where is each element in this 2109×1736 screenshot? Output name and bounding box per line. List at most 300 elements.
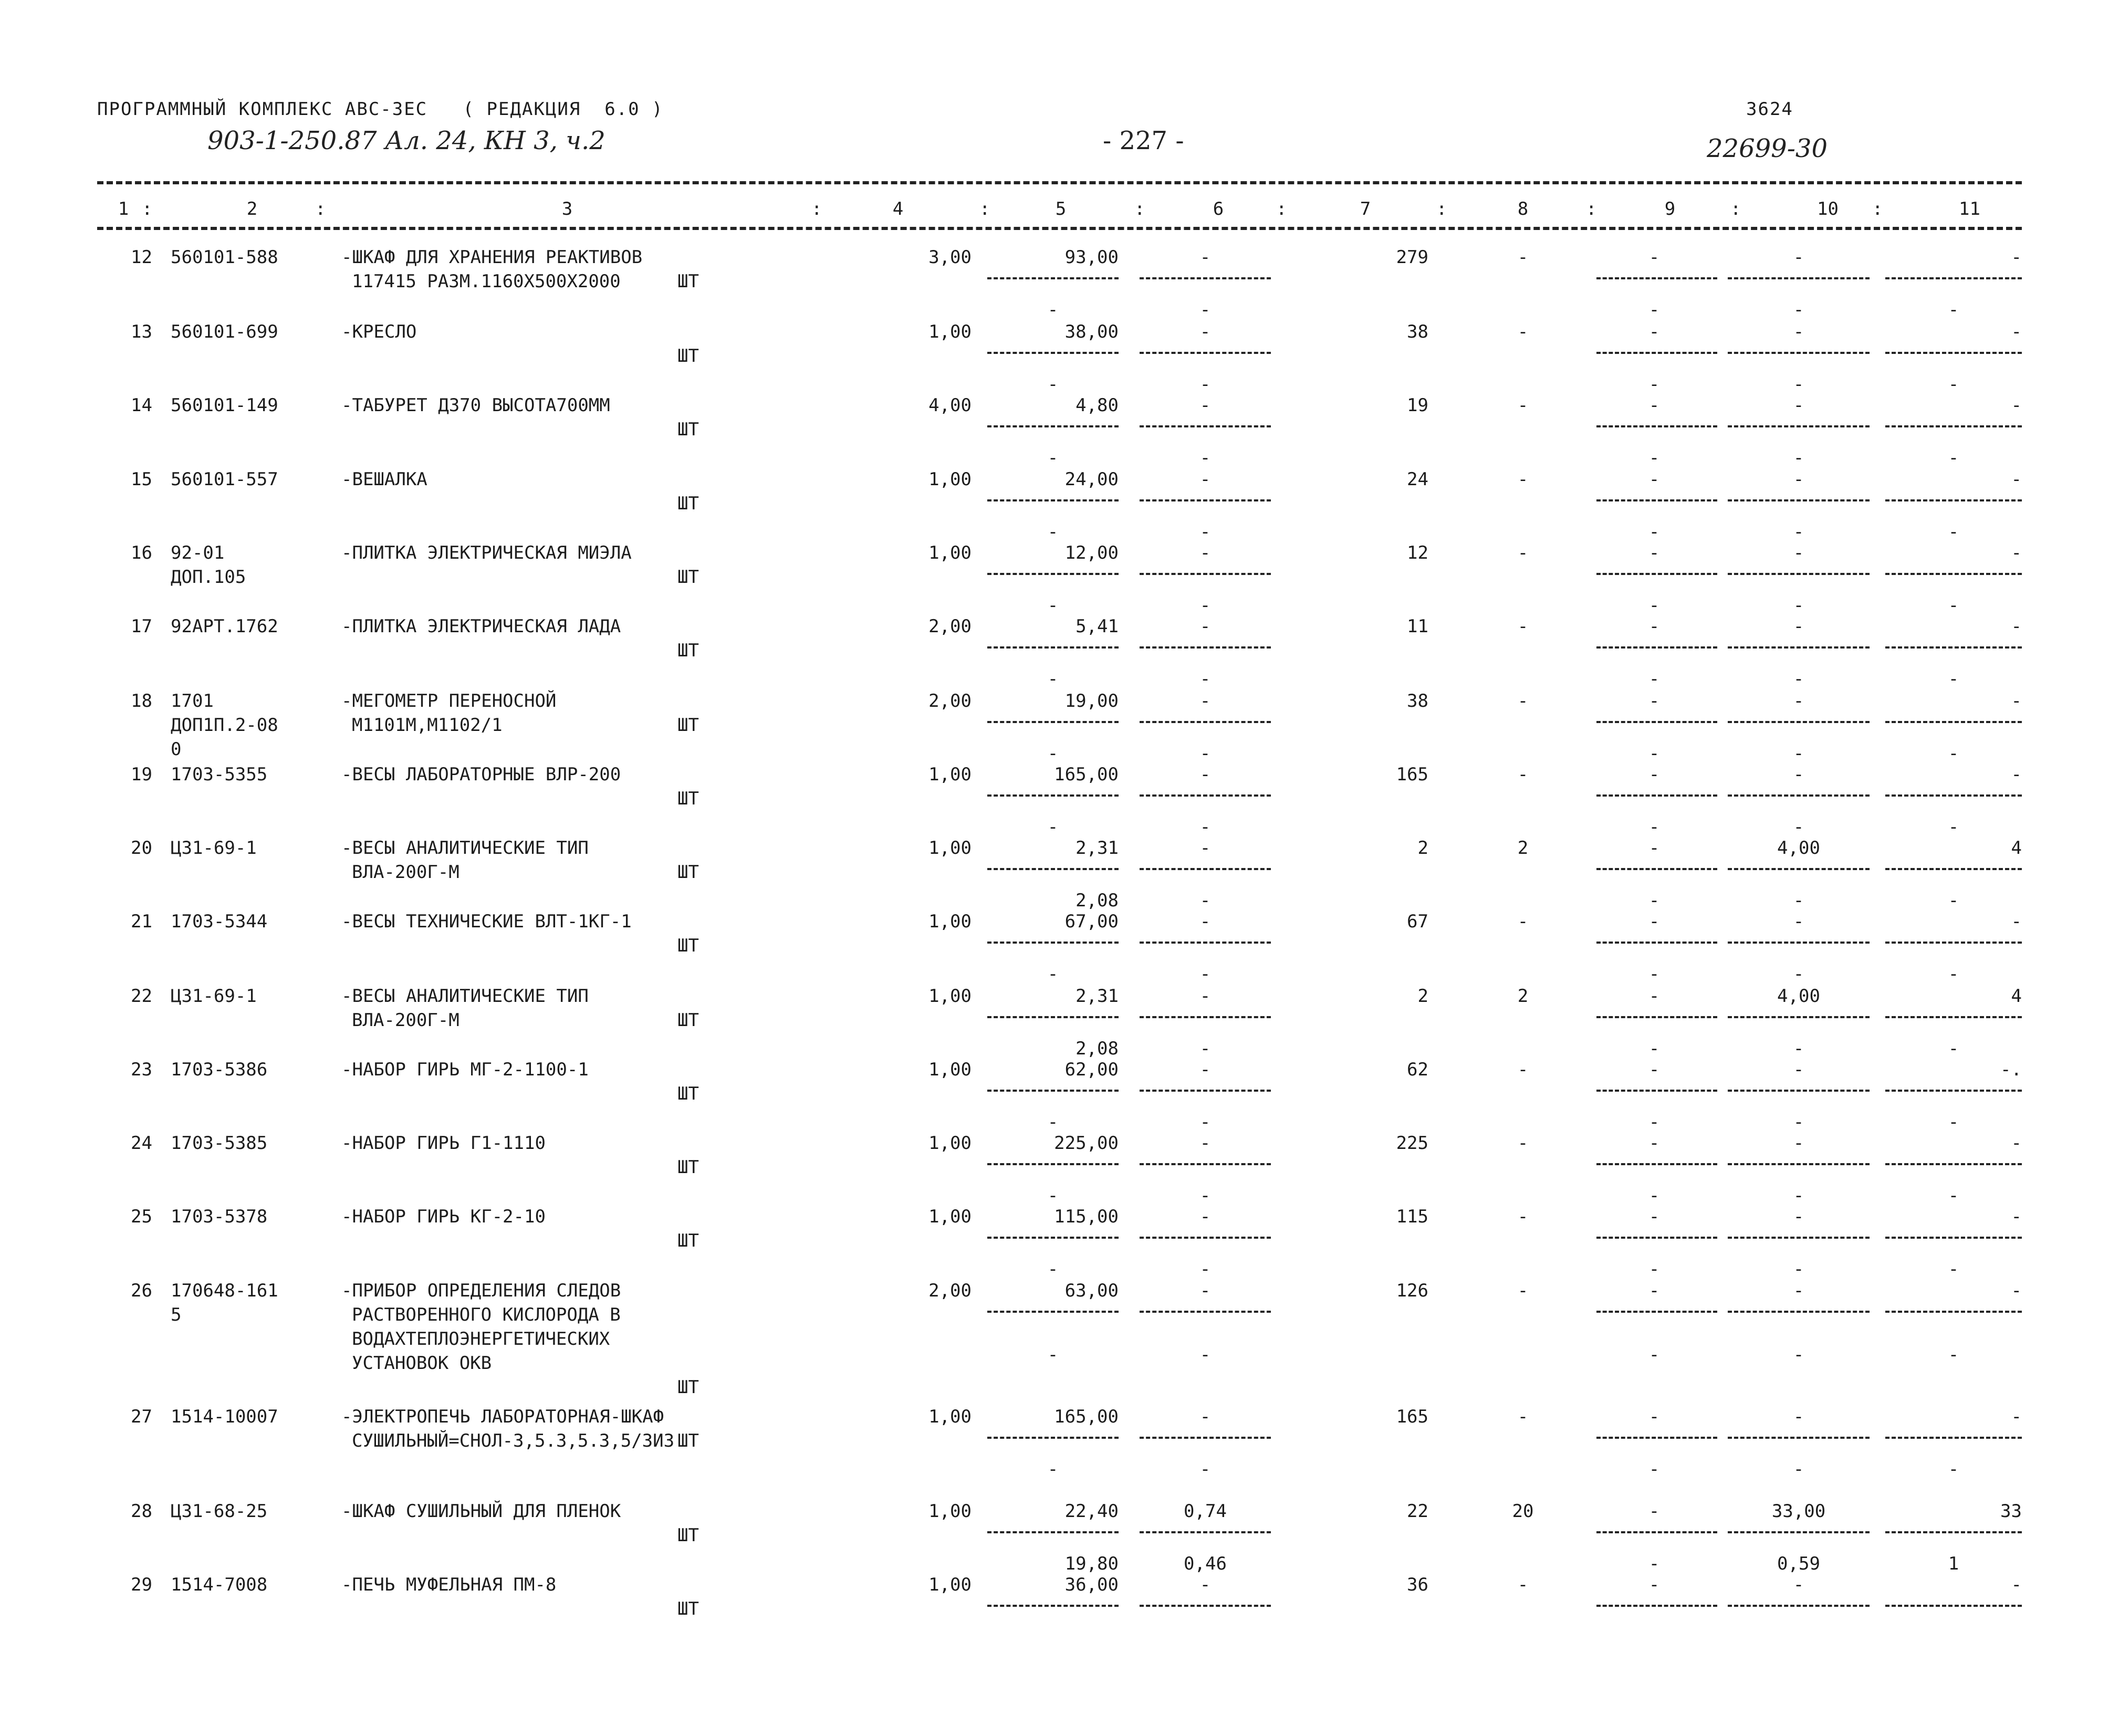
col6-value: -	[1199, 469, 1211, 490]
item-code-cont: 0	[171, 739, 182, 760]
total-value: 62	[1407, 1059, 1428, 1080]
row-number: 21	[131, 911, 152, 932]
sub-value: -	[1047, 964, 1059, 985]
unit: ШТ	[677, 715, 699, 736]
item-name: -КРЕСЛО	[341, 321, 417, 342]
item-name: -ЭЛЕКТРОПЕЧЬ ЛАБОРАТОРНАЯ-ШКАФ	[341, 1406, 664, 1427]
dashed-rule	[1728, 868, 1870, 870]
dashed-rule	[987, 868, 1119, 870]
col9-value: -	[1648, 1059, 1660, 1080]
sub-value: -	[1047, 374, 1059, 395]
dashed-rule	[987, 1090, 1119, 1092]
sub-value: -	[1199, 1112, 1211, 1133]
dashed-rule	[1140, 1311, 1271, 1313]
sub-value: 2,08	[1076, 890, 1119, 911]
sub-value: -	[1648, 743, 1660, 764]
sub-value: -	[1793, 1038, 1804, 1059]
sub-value: -	[1948, 1259, 1959, 1280]
col11-value: -	[2011, 1280, 2022, 1301]
sub-value: -	[1199, 374, 1211, 395]
unit: ШТ	[677, 1010, 699, 1031]
item-name: -ВЕСЫ АНАЛИТИЧЕСКИЕ ТИП	[341, 986, 589, 1007]
row-number: 29	[131, 1574, 152, 1595]
dashed-rule	[1728, 1531, 1870, 1533]
column-separator: :	[811, 198, 822, 219]
col10-value: -	[1793, 469, 1804, 490]
quantity: 1,00	[928, 321, 972, 342]
sub-value: -	[1948, 964, 1959, 985]
col8-value: -	[1517, 542, 1529, 563]
sub-value: -	[1948, 817, 1959, 838]
sub-value: -	[1793, 595, 1804, 616]
dashed-rule	[1140, 499, 1271, 501]
col10-value: -	[1793, 321, 1804, 342]
dashed-rule	[1885, 1163, 2022, 1165]
dashed-rule	[987, 573, 1119, 575]
col11-value: -	[2011, 321, 2022, 342]
column-header-4: 4	[892, 198, 904, 219]
total-value: 126	[1396, 1280, 1428, 1301]
sub-value: -	[1948, 299, 1959, 320]
dashed-rule	[1596, 425, 1717, 427]
col10-value: -	[1793, 1406, 1804, 1427]
item-name: ВЛА-200Г-М	[352, 1010, 460, 1031]
item-name: ВОДАХТЕПЛОЭНЕРГЕТИЧЕСКИХ	[352, 1329, 610, 1350]
sub-value: -	[1199, 595, 1211, 616]
col9-value: -	[1648, 1206, 1660, 1227]
column-separator: :	[1436, 198, 1447, 219]
dashed-rule	[1140, 1437, 1271, 1439]
dashed-rule	[987, 794, 1119, 797]
item-code: 1703-5386	[171, 1059, 268, 1080]
unit: ШТ	[677, 935, 699, 956]
col9-value: -	[1648, 911, 1660, 932]
col6-value: -	[1199, 764, 1211, 785]
dashed-rule	[1596, 721, 1717, 723]
quantity: 1,00	[928, 838, 972, 859]
dashed-rule	[1596, 573, 1717, 575]
header-top-rule	[97, 181, 2022, 184]
item-code: Ц31-69-1	[171, 838, 257, 859]
item-code: 1703-5385	[171, 1133, 268, 1154]
sub-value: -	[1948, 521, 1959, 542]
item-name: УСТАНОВОК ОКВ	[352, 1353, 492, 1374]
dashed-rule	[1140, 721, 1271, 723]
sub-value: 2,08	[1076, 1038, 1119, 1059]
total-value: 24	[1407, 469, 1428, 490]
unit: ШТ	[677, 1230, 699, 1251]
sub-value: -	[1948, 668, 1959, 689]
dashed-rule	[1728, 1016, 1870, 1018]
dashed-rule	[1728, 646, 1870, 649]
col8-value: -	[1517, 1280, 1529, 1301]
sub-value: -	[1648, 374, 1660, 395]
col11-value: -	[2011, 1206, 2022, 1227]
dashed-rule	[1596, 1163, 1717, 1165]
sub-value: -	[1199, 447, 1211, 468]
dashed-rule	[1140, 1531, 1271, 1533]
dashed-rule	[1728, 1163, 1870, 1165]
dashed-rule	[1885, 1437, 2022, 1439]
unit-price: 165,00	[1054, 764, 1119, 785]
item-code: 560101-588	[171, 247, 278, 268]
sub-value: -	[1793, 447, 1804, 468]
column-separator: :	[1730, 198, 1741, 219]
sub-value: -	[1199, 1185, 1211, 1206]
dashed-rule	[1885, 794, 2022, 797]
col9-value: -	[1648, 247, 1660, 268]
sub-value: -	[1948, 595, 1959, 616]
dashed-rule	[1596, 1016, 1717, 1018]
row-number: 17	[131, 616, 152, 637]
col6-value: -	[1199, 691, 1211, 712]
unit-price: 2,31	[1076, 986, 1119, 1007]
dashed-rule	[1140, 868, 1271, 870]
item-name: -НАБОР ГИРЬ МГ-2-1100-1	[341, 1059, 589, 1080]
total-value: 36	[1407, 1574, 1428, 1595]
col10-value: -	[1793, 764, 1804, 785]
dashed-rule	[1885, 868, 2022, 870]
sub-value: -	[1648, 1259, 1660, 1280]
col8-value: -	[1517, 911, 1529, 932]
dashed-rule	[1140, 1605, 1271, 1607]
unit: ШТ	[677, 1157, 699, 1178]
col10-value: 4,00	[1777, 986, 1820, 1007]
col9-value: -	[1648, 542, 1660, 563]
dashed-rule	[1728, 794, 1870, 797]
column-header-3: 3	[561, 198, 573, 219]
item-code: 560101-557	[171, 469, 278, 490]
sub-value: -	[1199, 299, 1211, 320]
unit: ШТ	[677, 1598, 699, 1619]
sub-value: -	[1199, 521, 1211, 542]
dashed-rule	[1140, 646, 1271, 649]
total-value: 67	[1407, 911, 1428, 932]
sheet-number: 3624	[1746, 99, 1793, 120]
sub-value: -	[1793, 1259, 1804, 1280]
sub-value: -	[1047, 1112, 1059, 1133]
dashed-rule	[987, 1531, 1119, 1533]
col11-value: -	[2011, 616, 2022, 637]
column-header-11: 11	[1959, 198, 1980, 219]
quantity: 1,00	[928, 764, 972, 785]
item-code-cont: ДОП1П.2-08	[171, 715, 278, 736]
dashed-rule	[1885, 1016, 2022, 1018]
item-code: 1703-5344	[171, 911, 268, 932]
unit-price: 19,00	[1064, 691, 1119, 712]
col6-value: -	[1199, 1059, 1211, 1080]
col6-value: -	[1199, 1406, 1211, 1427]
quantity: 1,00	[928, 1133, 972, 1154]
page-number: - 227 -	[1103, 126, 1184, 155]
row-number: 18	[131, 691, 152, 712]
col11-value: -	[2011, 395, 2022, 416]
total-value: 165	[1396, 1406, 1428, 1427]
column-header-7: 7	[1360, 198, 1371, 219]
sub-value: -	[1793, 299, 1804, 320]
col9-value: -	[1648, 691, 1660, 712]
sub-value: -	[1047, 817, 1059, 838]
col9-value: -	[1648, 321, 1660, 342]
dashed-rule	[1885, 646, 2022, 649]
item-code: 1703-5378	[171, 1206, 268, 1227]
col8-value: -	[1517, 616, 1529, 637]
sub-value: 1	[1948, 1553, 1959, 1574]
sub-value: -	[1793, 743, 1804, 764]
item-name: -ВЕШАЛКА	[341, 469, 427, 490]
sub-value: -	[1793, 1344, 1804, 1365]
col11-value: -	[2011, 1406, 2022, 1427]
item-name: -ПЛИТКА ЭЛЕКТРИЧЕСКАЯ ЛАДА	[341, 616, 621, 637]
col10-value: -	[1793, 395, 1804, 416]
unit: ШТ	[677, 493, 699, 514]
sub-value: -	[1648, 890, 1660, 911]
dashed-rule	[987, 352, 1119, 354]
col11-value: -	[2011, 764, 2022, 785]
item-name: -ТАБУРЕТ Д370 ВЫСОТА700ММ	[341, 395, 610, 416]
dashed-rule	[1885, 942, 2022, 944]
item-code: Ц31-69-1	[171, 986, 257, 1007]
row-number: 27	[131, 1406, 152, 1427]
row-number: 19	[131, 764, 152, 785]
sub-value: -	[1648, 817, 1660, 838]
sub-value: -	[1648, 447, 1660, 468]
sub-value: -	[1648, 299, 1660, 320]
dashed-rule	[1885, 425, 2022, 427]
dashed-rule	[987, 721, 1119, 723]
col10-value: -	[1793, 1574, 1804, 1595]
col8-value: 20	[1512, 1501, 1534, 1522]
item-name: -ПРИБОР ОПРЕДЕЛЕНИЯ СЛЕДОВ	[341, 1280, 621, 1301]
unit: ШТ	[677, 640, 699, 661]
item-name: -ПЛИТКА ЭЛЕКТРИЧЕСКАЯ МИЭЛА	[341, 542, 632, 563]
unit: ШТ	[677, 1377, 699, 1398]
unit-price: 36,00	[1064, 1574, 1119, 1595]
dashed-rule	[1885, 1090, 2022, 1092]
quantity: 1,00	[928, 1059, 972, 1080]
col10-value: -	[1793, 911, 1804, 932]
quantity: 1,00	[928, 1501, 972, 1522]
col8-value: -	[1517, 1206, 1529, 1227]
col11-value: -	[2011, 1133, 2022, 1154]
sub-value: -	[1047, 743, 1059, 764]
col6-value: -	[1199, 1206, 1211, 1227]
item-name: -ПЕЧЬ МУФЕЛЬНАЯ ПМ-8	[341, 1574, 557, 1595]
col6-value: -	[1199, 1574, 1211, 1595]
quantity: 2,00	[928, 1280, 972, 1301]
col8-value: -	[1517, 321, 1529, 342]
unit-price: 115,00	[1054, 1206, 1119, 1227]
header-bottom-rule	[97, 227, 2022, 230]
dashed-rule	[1596, 499, 1717, 501]
dashed-rule	[1596, 1605, 1717, 1607]
dashed-rule	[1885, 499, 2022, 501]
col8-value: 2	[1517, 838, 1529, 859]
total-value: 225	[1396, 1133, 1428, 1154]
row-number: 15	[131, 469, 152, 490]
col8-value: 2	[1517, 986, 1529, 1007]
sub-value: -	[1948, 1038, 1959, 1059]
col6-value: -	[1199, 986, 1211, 1007]
sub-value: -	[1199, 890, 1211, 911]
sub-value: -	[1948, 447, 1959, 468]
item-name: -ВЕСЫ ТЕХНИЧЕСКИЕ ВЛТ-1КГ-1	[341, 911, 632, 932]
col9-value: -	[1648, 838, 1660, 859]
item-name: 117415 РАЗМ.1160Х500Х2000	[352, 271, 621, 292]
col6-value: -	[1199, 247, 1211, 268]
item-name: -ВЕСЫ ЛАБОРАТОРНЫЕ ВЛР-200	[341, 764, 621, 785]
sub-value: -	[1793, 374, 1804, 395]
dashed-rule	[1596, 1237, 1717, 1239]
col9-value: -	[1648, 1574, 1660, 1595]
dashed-rule	[1728, 277, 1870, 279]
col8-value: -	[1517, 395, 1529, 416]
column-header-2: 2	[246, 198, 258, 219]
sub-value: -	[1199, 1038, 1211, 1059]
column-separator: :	[1586, 198, 1597, 219]
row-number: 28	[131, 1501, 152, 1522]
total-value: 19	[1407, 395, 1428, 416]
unit-price: 67,00	[1064, 911, 1119, 932]
sub-value: 0,59	[1777, 1553, 1820, 1574]
col9-value: -	[1648, 1406, 1660, 1427]
item-name: СУШИЛЬНЫЙ=СНОЛ-3,5.3,5.3,5/3И3	[352, 1430, 675, 1451]
col6-value: -	[1199, 1280, 1211, 1301]
column-header-9: 9	[1664, 198, 1676, 219]
item-code: 92АРТ.1762	[171, 616, 278, 637]
unit: ШТ	[677, 1083, 699, 1104]
total-value: 22	[1407, 1501, 1428, 1522]
quantity: 1,00	[928, 986, 972, 1007]
sub-value: 0,46	[1184, 1553, 1227, 1574]
col10-value: -	[1793, 1059, 1804, 1080]
dashed-rule	[1885, 1531, 2022, 1533]
sub-value: -	[1948, 1344, 1959, 1365]
item-code: 1514-7008	[171, 1574, 268, 1595]
unit-price: 12,00	[1064, 542, 1119, 563]
unit: ШТ	[677, 419, 699, 440]
dashed-rule	[1140, 1016, 1271, 1018]
sub-value: -	[1199, 1344, 1211, 1365]
sub-value: -	[1793, 668, 1804, 689]
dashed-rule	[987, 942, 1119, 944]
col8-value: -	[1517, 691, 1529, 712]
unit: ШТ	[677, 271, 699, 292]
col6-value: -	[1199, 911, 1211, 932]
col11-value: -	[2011, 691, 2022, 712]
sub-value: -	[1948, 743, 1959, 764]
sub-value: -	[1648, 1185, 1660, 1206]
column-header-1: 1	[118, 198, 129, 219]
dashed-rule	[987, 1605, 1119, 1607]
dashed-rule	[987, 499, 1119, 501]
row-number: 22	[131, 986, 152, 1007]
row-number: 23	[131, 1059, 152, 1080]
sub-value: 19,80	[1064, 1553, 1119, 1574]
dashed-rule	[987, 277, 1119, 279]
column-header-6: 6	[1213, 198, 1224, 219]
col8-value: -	[1517, 764, 1529, 785]
column-separator: :	[1134, 198, 1145, 219]
dashed-rule	[1885, 573, 2022, 575]
unit-price: 63,00	[1064, 1280, 1119, 1301]
row-number: 20	[131, 838, 152, 859]
sub-value: -	[1948, 1185, 1959, 1206]
handwritten-code: 22699-30	[1707, 134, 1828, 163]
row-number: 14	[131, 395, 152, 416]
dashed-rule	[1596, 942, 1717, 944]
sub-value: -	[1199, 668, 1211, 689]
col11-value: -	[2011, 911, 2022, 932]
sub-value: -	[1793, 817, 1804, 838]
sub-value: -	[1648, 595, 1660, 616]
col9-value: -	[1648, 1501, 1660, 1522]
item-code: 560101-699	[171, 321, 278, 342]
column-header-10: 10	[1817, 198, 1839, 219]
sub-value: -	[1948, 890, 1959, 911]
row-number: 13	[131, 321, 152, 342]
dashed-rule	[1728, 1090, 1870, 1092]
dashed-rule	[1728, 721, 1870, 723]
unit: ШТ	[677, 862, 699, 883]
item-name: -ШКАФ СУШИЛЬНЫЙ ДЛЯ ПЛЕНОК	[341, 1501, 621, 1522]
total-value: 115	[1396, 1206, 1428, 1227]
col6-value: -	[1199, 838, 1211, 859]
column-header-8: 8	[1517, 198, 1529, 219]
sub-value: -	[1793, 1112, 1804, 1133]
col11-value: 4	[2011, 986, 2022, 1007]
dashed-rule	[1885, 721, 2022, 723]
sub-value: -	[1199, 1459, 1211, 1480]
unit-price: 165,00	[1054, 1406, 1119, 1427]
row-number: 16	[131, 542, 152, 563]
dashed-rule	[1885, 1605, 2022, 1607]
total-value: 279	[1396, 247, 1428, 268]
total-value: 2	[1417, 986, 1428, 1007]
sub-value: -	[1047, 521, 1059, 542]
total-value: 2	[1417, 838, 1428, 859]
sub-value: -	[1199, 743, 1211, 764]
col8-value: -	[1517, 1406, 1529, 1427]
sub-value: -	[1793, 890, 1804, 911]
row-number: 24	[131, 1133, 152, 1154]
col11-value: 33	[2000, 1501, 2022, 1522]
col10-value: -	[1793, 542, 1804, 563]
col9-value: -	[1648, 1133, 1660, 1154]
sub-value: -	[1793, 964, 1804, 985]
col8-value: -	[1517, 469, 1529, 490]
unit-price: 2,31	[1076, 838, 1119, 859]
dashed-rule	[1728, 1605, 1870, 1607]
quantity: 4,00	[928, 395, 972, 416]
unit-price: 225,00	[1054, 1133, 1119, 1154]
dashed-rule	[1728, 1311, 1870, 1313]
item-code: 1701	[171, 691, 214, 712]
item-code: Ц31-68-25	[171, 1501, 268, 1522]
col9-value: -	[1648, 1280, 1660, 1301]
col10-value: -	[1793, 1206, 1804, 1227]
quantity: 1,00	[928, 1206, 972, 1227]
item-code: 170648-161	[171, 1280, 278, 1301]
dashed-rule	[1728, 942, 1870, 944]
total-value: 12	[1407, 542, 1428, 563]
column-separator: :	[142, 198, 153, 219]
col9-value: -	[1648, 395, 1660, 416]
col6-value: 0,74	[1184, 1501, 1227, 1522]
item-code: 1703-5355	[171, 764, 268, 785]
quantity: 1,00	[928, 1406, 972, 1427]
sub-value: -	[1648, 1112, 1660, 1133]
